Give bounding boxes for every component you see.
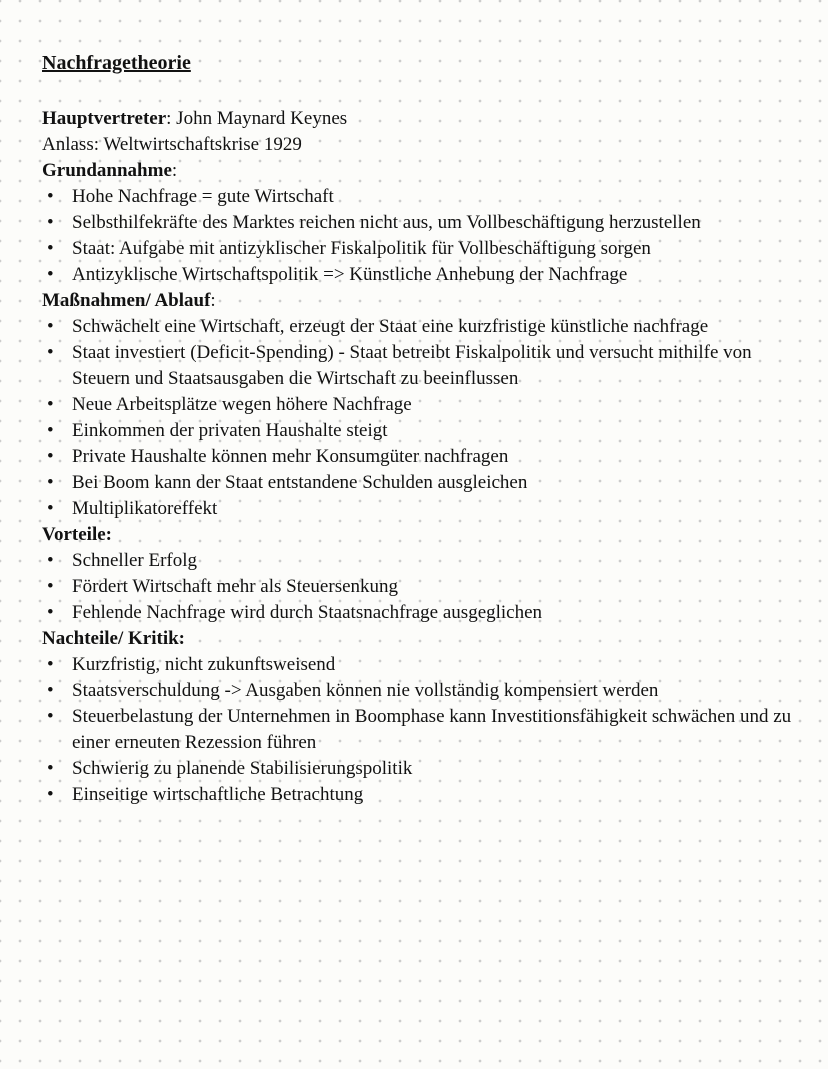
bullet-glyph: • (47, 446, 54, 467)
plain-text: : (171, 160, 178, 181)
page-title: Nachfragetheorie (42, 52, 191, 74)
bullet-item (42, 756, 798, 782)
bullet-glyph: • (47, 342, 54, 363)
bullet-text: Kurzfristig, nicht zukunftsweisend (72, 654, 336, 675)
bullet-item (42, 704, 798, 756)
bullet-text: Staat: Aufgabe mit antizyklischer Fiskalpolitik für Vollbeschäftigung sorgen (72, 238, 651, 259)
bullet-item (42, 600, 798, 626)
bullet-glyph: • (47, 602, 54, 623)
bullet-item (42, 262, 798, 288)
bullet-item (42, 496, 798, 522)
bullet-glyph: • (47, 212, 54, 233)
bullet-glyph: • (47, 498, 54, 519)
bullet-item (42, 184, 798, 210)
bullet-glyph: • (47, 706, 54, 727)
bullet-item (42, 444, 798, 470)
bullet-item (42, 470, 798, 496)
bullet-text: Neue Arbeitsplätze wegen höhere Nachfrage (72, 394, 412, 415)
bullet-text: Staat investiert (Deficit-Spending) - Staat betreibt Fiskalpolitik und versucht mithilfe von Steuern und Staatsausgaben die Wirtschaft zu beeinflussen (72, 342, 752, 389)
bullet-text: Fehlende Nachfrage wird durch Staatsnachfrage ausgeglichen (72, 602, 543, 623)
bullet-glyph: • (47, 680, 54, 701)
bullet-text: Steuerbelastung der Unternehmen in Boomphase kann Investitionsfähigkeit schwächen und zu einer erneuten Rezession führen (72, 706, 792, 753)
bullet-text: Einkommen der privaten Haushalte steigt (72, 420, 388, 441)
bullet-text: Hohe Nachfrage = gute Wirtschaft (72, 186, 334, 207)
bullet-glyph: • (47, 758, 54, 779)
plain-text: : (210, 290, 216, 311)
bold-lead: Nachteile/ Kritik: (42, 628, 185, 649)
section-heading (42, 626, 798, 652)
plain-text: Anlass: Weltwirtschaftskrise 1929 (42, 134, 302, 155)
plain-text: : John Maynard Keynes (166, 108, 348, 129)
bullet-item (42, 418, 798, 444)
bullet-glyph: • (47, 472, 54, 493)
bullet-text: Antizyklische Wirtschaftspolitik => Künstliche Anhebung der Nachfrage (72, 264, 628, 285)
bullet-text: Private Haushalte können mehr Konsumgüter nachfragen (72, 446, 509, 467)
paragraph (42, 132, 798, 158)
bullet-item (42, 652, 798, 678)
bullet-item (42, 314, 798, 340)
bullet-glyph: • (47, 186, 54, 207)
bullet-item (42, 392, 798, 418)
bullet-glyph: • (47, 576, 54, 597)
bold-lead: Grundannahme (42, 160, 172, 181)
bullet-glyph: • (47, 316, 54, 337)
section-heading (42, 158, 798, 184)
bullet-item (42, 548, 798, 574)
paragraph (42, 106, 798, 132)
bullet-text: Schwierig zu planende Stabilisierungspolitik (72, 758, 413, 779)
section-heading (42, 288, 798, 314)
bullet-item (42, 340, 798, 392)
bold-lead: Maßnahmen/ Ablauf (42, 290, 211, 311)
bullet-text: Staatsverschuldung -> Ausgaben können nie vollständig kompensiert werden (72, 680, 659, 701)
bullet-glyph: • (47, 550, 54, 571)
document-body (42, 106, 798, 808)
bullet-text: Bei Boom kann der Staat entstandene Schulden ausgleichen (72, 472, 528, 493)
bullet-glyph: • (47, 264, 54, 285)
bullet-text: Selbsthilfekräfte des Marktes reichen nicht aus, um Vollbeschäftigung herzustellen (72, 212, 701, 233)
bold-lead: Vorteile: (42, 524, 112, 545)
bullet-item (42, 574, 798, 600)
bullet-glyph: • (47, 238, 54, 259)
bullet-item (42, 210, 798, 236)
bullet-item (42, 782, 798, 808)
bullet-text: Schneller Erfolg (72, 550, 198, 571)
bullet-glyph: • (47, 420, 54, 441)
bold-lead: Hauptvertreter (42, 108, 167, 129)
bullet-text: Fördert Wirtschaft mehr als Steuersenkung (72, 576, 399, 597)
bullet-glyph: • (47, 394, 54, 415)
bullet-text: Multiplikatoreffekt (72, 498, 218, 519)
bullet-text: Einseitige wirtschaftliche Betrachtung (72, 784, 364, 805)
bullet-item (42, 678, 798, 704)
bullet-text: Schwächelt eine Wirtschaft, erzeugt der Staat eine kurzfristige künstliche nachfrage (72, 316, 709, 337)
bullet-glyph: • (47, 654, 54, 675)
section-heading (42, 522, 798, 548)
bullet-glyph: • (47, 784, 54, 805)
bullet-item (42, 236, 798, 262)
